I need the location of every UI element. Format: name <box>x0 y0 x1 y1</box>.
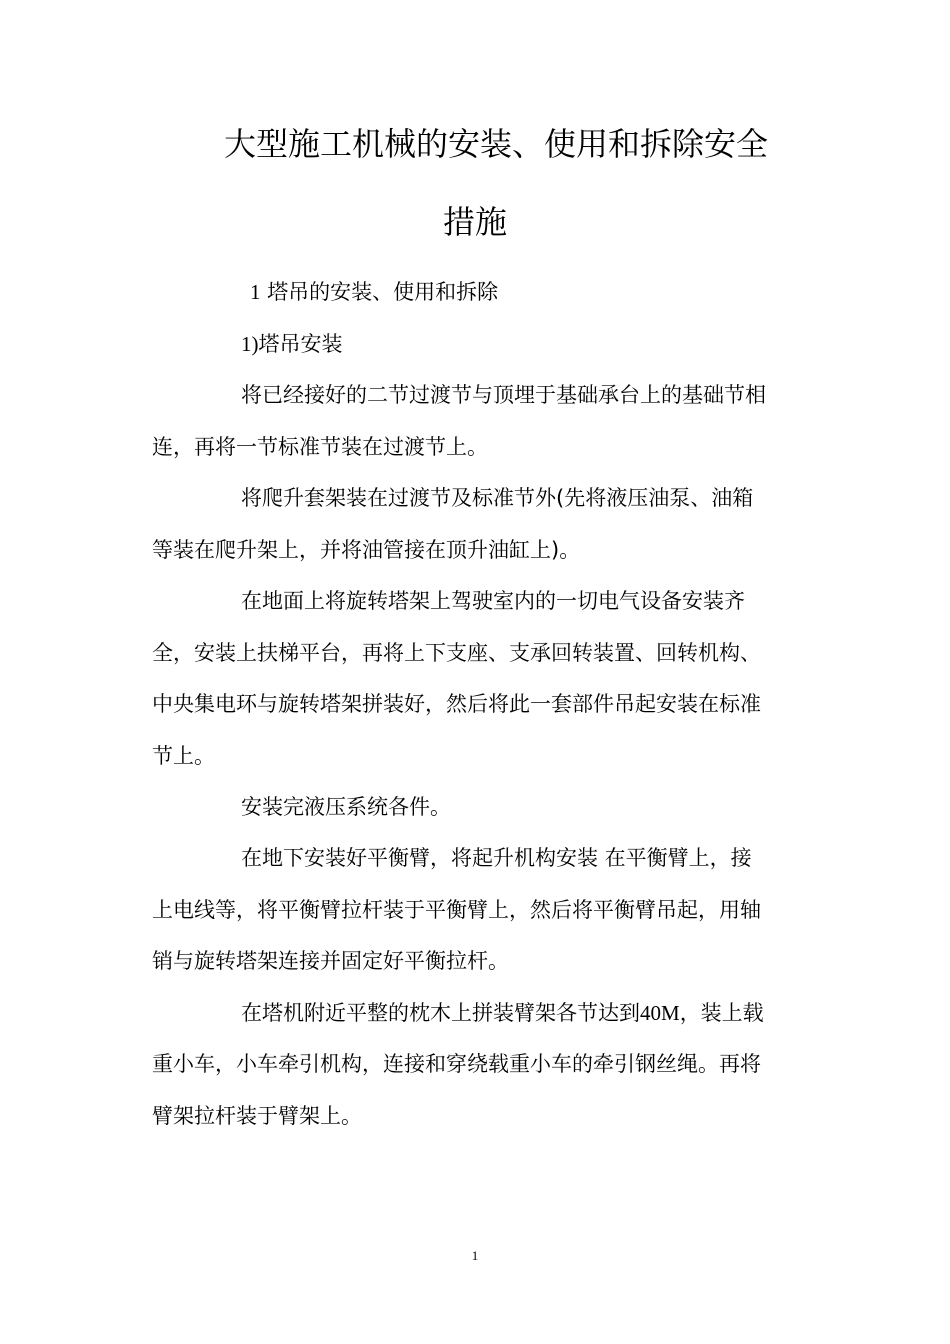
body-line: 在地面上将旋转塔架上驾驶室内的一切电气设备安装齐 <box>241 589 745 613</box>
body-line: 安装完液压系统各件。 <box>241 795 451 819</box>
body-line <box>241 998 764 1028</box>
subsection-number: 1) <box>241 332 259 356</box>
body-line: 连，再将一节标准节装在过渡节上。 <box>152 435 488 459</box>
body-text: ，装上载 <box>679 1001 764 1025</box>
section-heading <box>250 277 498 307</box>
body-text: 在塔机附近平整的枕木上拼装臂架各节达到 <box>241 1001 640 1025</box>
body-line: 将爬升套架装在过渡节及标准节外(先将液压油泵、油箱 <box>241 486 754 510</box>
body-line: 在地下安装好平衡臂，将起升机构安装 在平衡臂上，接 <box>241 846 752 870</box>
body-line: 销与旋转塔架连接并固定好平衡拉杆。 <box>152 949 509 973</box>
body-line: 全，安装上扶梯平台，再将上下支座、支承回转装置、回转机构、 <box>152 641 761 665</box>
body-line: 等装在爬升架上，并将油管接在顶升油缸上)。 <box>152 538 581 562</box>
section-heading-text: 塔吊的安装、使用和拆除 <box>267 280 499 304</box>
body-line: 臂架拉杆装于臂架上。 <box>152 1104 362 1128</box>
section-number: 1 <box>250 280 261 304</box>
body-line: 重小车，小车牵引机构，连接和穿绕载重小车的牵引钢丝绳。再将 <box>152 1052 761 1076</box>
measurement-value: 40M <box>640 1001 680 1025</box>
body-line: 上电线等，将平衡臂拉杆装于平衡臂上，然后将平衡臂吊起，用轴 <box>152 898 761 922</box>
page-number: 1 <box>471 1248 479 1263</box>
document-title-line-1: 大型施工机械的安装、使用和拆除安全 <box>224 125 769 163</box>
subsection-heading <box>241 329 343 359</box>
body-line: 中央集电环与旋转塔架拼装好，然后将此一套部件吊起安装在标准 <box>152 692 761 716</box>
document-title-line-2: 措施 <box>443 203 508 241</box>
subsection-heading-text: 塔吊安装 <box>258 332 343 356</box>
body-line: 节上。 <box>152 744 215 768</box>
body-line: 将已经接好的二节过渡节与顶埋于基础承台上的基础节相 <box>241 383 766 407</box>
